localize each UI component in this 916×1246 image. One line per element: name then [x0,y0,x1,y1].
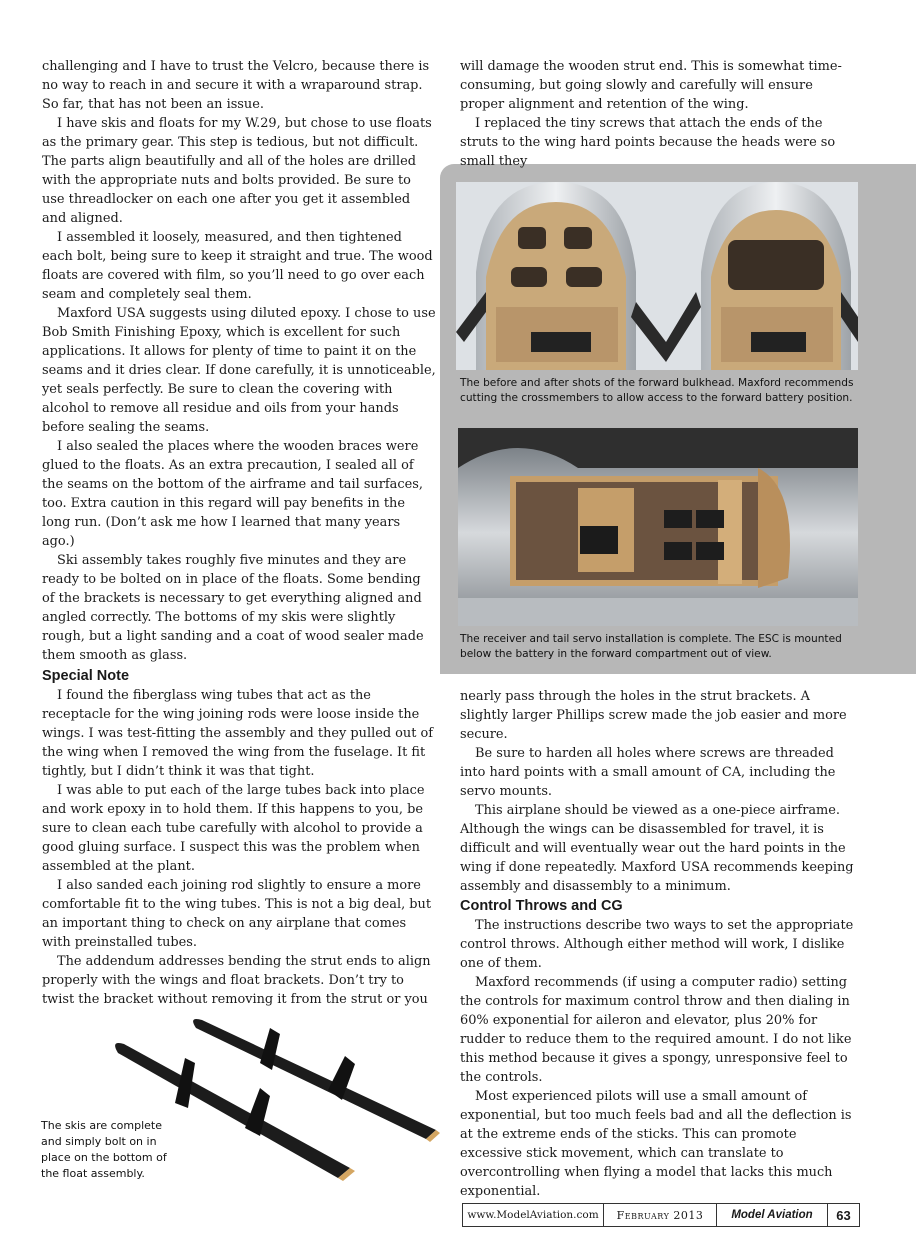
body-paragraph: Most experienced pilots will use a small amount of exponential, but too much feels bad and all the deflection is at the extreme ends of the sticks. This can promote excessive stick movement, which can translate to overcontrolling when flying a model that lacks this much exponential. [460,1089,852,1199]
page-footer [462,1203,860,1227]
left-column-top [42,57,436,665]
body-paragraph: I also sanded each joining rod slightly to ensure a more comfortable fit to the wing tubes. This is not a big deal, but an important thing to check on any airplane that comes with preinstalled tubes. [42,878,432,950]
bulkhead-caption: The before and after shots of the forward bulkhead. Maxford recommends cutting the crossmembers to allow access to the forward battery position. [460,377,854,404]
body-paragraph: The addendum addresses bending the strut ends to align properly with the wings and float brackets. Don’t try to twist the bracket without removing it from the strut or you [42,954,431,1007]
footer-magazine: Model Aviation [717,1204,828,1226]
right-column-control-throws [460,896,856,1201]
body-paragraph: I have skis and floats for my W.29, but chose to use floats as the primary gear. This step is tedious, but not difficult. The parts align beautifully and all of the holes are drilled with the appropriate nuts and bolts provided. Be sure to use threadlocker on each one after you get it assembled and aligned. [42,116,432,226]
bulkhead-photo-illustration [456,182,858,370]
bulkhead-photo [456,182,858,370]
body-paragraph: I also sealed the places where the wooden braces were glued to the floats. As an extra precaution, I sealed all of the seams on the bottom of the airframe and tail surfaces, too. Extra caution in this regard will pay benefits in the long run. (Don’t ask me how I learned that many years ago.) [42,439,423,549]
body-paragraph: will damage the wooden strut end. This is somewhat time-consuming, but going slowly and carefully will ensure proper alignment and retention of the wing. [460,59,842,112]
body-paragraph: I was able to put each of the large tubes back into place and work epoxy in to hold them. If this happens to you, be sure to clean each tube carefully with alcohol to provide a good gluing surface. I suspect this was the problem when assembled at the plant. [42,783,425,874]
body-paragraph: I found the fiberglass wing tubes that act as the receptacle for the wing joining rods were loose inside the wings. I was test-fitting the assembly and they pulled out of the wing when I removed the wing from the fuselage. It fit tightly, but I didn’t think it was that tight. [42,688,434,779]
left-column-special-note [42,666,436,1009]
body-paragraph: nearly pass through the holes in the strut brackets. A slightly larger Phillips screw made the job easier and more secure. [460,689,847,742]
footer-issue: February 2013 [604,1204,717,1226]
receiver-caption: The receiver and tail servo installation is complete. The ESC is mounted below the battery in the forward compartment out of view. [460,633,842,660]
body-paragraph: challenging and I have to trust the Velcro, because there is no way to reach in and secure it with a wraparound strap. So far, that has not been an issue. [42,59,430,112]
footer-url: www.ModelAviation.com [463,1204,604,1226]
section-heading-control-throws: Control Throws and CG [460,898,623,914]
section-heading-special-note: Special Note [42,668,130,684]
body-paragraph: Ski assembly takes roughly five minutes and they are ready to be bolted on in place of the floats. Some bending of the brackets is necessary to get everything aligned and angled correctly. The bottoms of my skis were slightly rough, but a light sanding and a coat of wood sealer made them smooth as glass. [42,553,424,663]
receiver-photo [458,428,858,626]
skis-caption: The skis are complete and simply bolt on in place on the bottom of the float assembly. [41,1119,167,1180]
body-paragraph: I assembled it loosely, measured, and then tightened each bolt, being sure to keep it straight and true. The wood floats are covered with film, so you’ll need to go over each seam and completely seal them. [42,230,433,302]
right-column-top [460,57,856,171]
footer-page-number: 63 [836,1207,851,1223]
body-paragraph: Maxford USA suggests using diluted epoxy. I chose to use Bob Smith Finishing Epoxy, which is excellent for such applications. It allows for plenty of time to paint it on the seams and it dries clear. If done carefully, it is unnoticeable, yet seals perfectly. Be sure to clean the covering with alcohol to remove all residue and oils from your hands before sealing the seams. [42,306,436,435]
body-paragraph: I replaced the tiny screws that attach the ends of the struts to the wing hard points because the heads were so small they [460,116,836,169]
body-paragraph: Maxford recommends (if using a computer radio) setting the controls for maximum control throw and then dialing in 60% exponential for aileron and elevator, plus 20% for rudder to reduce them to the required amount. I do not like this method because it gives a spongy, unresponsive feel to the controls. [460,975,852,1085]
body-paragraph: The instructions describe two ways to set the appropriate control throws. Although either method will work, I dislike one of them. [460,918,854,971]
receiver-photo-illustration [458,428,858,626]
body-paragraph: Be sure to harden all holes where screws are threaded into hard points with a small amount of CA, including the servo mounts. [460,746,836,799]
right-column-middle [460,687,856,896]
body-paragraph: This airplane should be viewed as a one-piece airframe. Although the wings can be disassembled for travel, it is difficult and will eventually wear out the hard points in the wing if done repeatedly. Maxford USA recommends keeping assembly and disassembly to a minimum. [460,803,854,894]
